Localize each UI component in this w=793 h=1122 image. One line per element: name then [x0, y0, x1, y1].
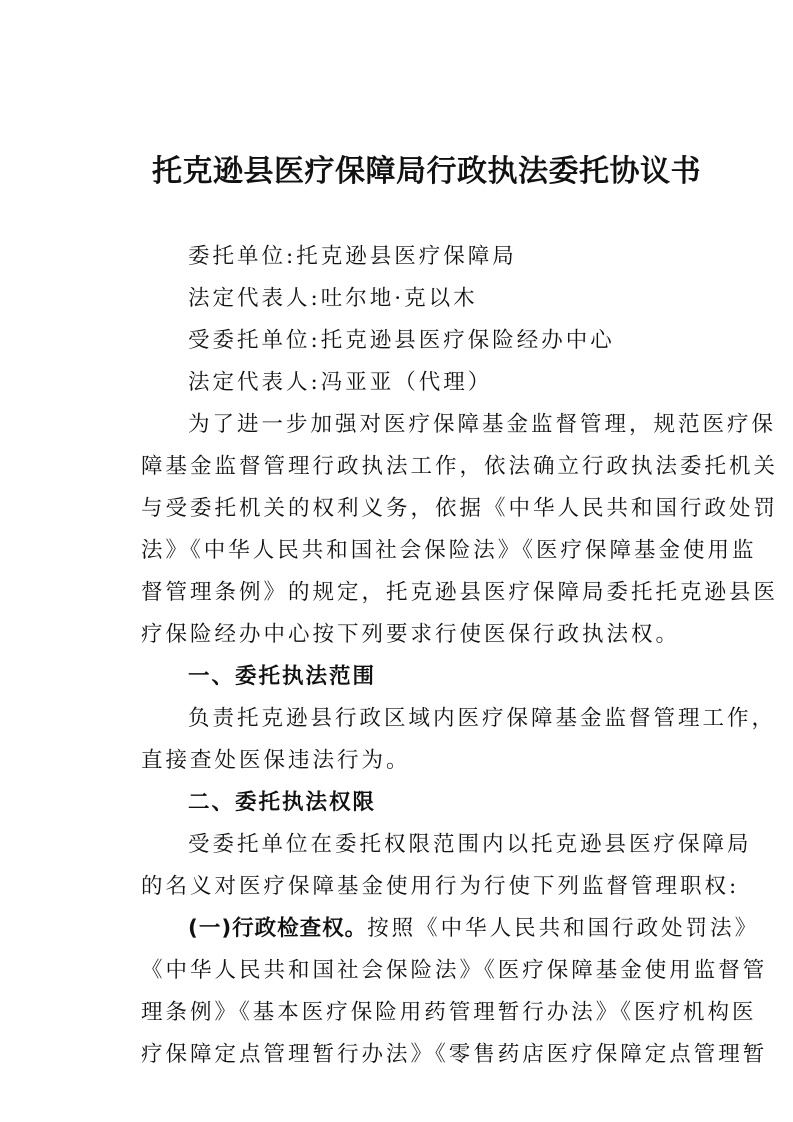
section2-line: 的名义对医疗保障基金使用行为行使下列监督管理职权: [141, 874, 740, 899]
intro-line: 法》《中华人民共和国社会保险法》《医疗保障基金使用监 [141, 538, 757, 563]
intro-line: 疗保险经办中心按下列要求行使医保行政执法权。 [141, 622, 681, 647]
section2-item1-first-line [141, 908, 760, 950]
header-field-entrusted-unit: 受委托单位:托克逊县医疗保险经办中心 [188, 328, 615, 353]
intro-line: 与受委托机关的权利义务，依据《中华人民共和国行政处罚 [141, 496, 779, 521]
section1-heading: 一、委托执法范围 [188, 664, 377, 689]
document-title: 托克逊县医疗保障局行政执法委托协议书 [152, 154, 701, 189]
header-field-legal-rep-1: 法定代表人:吐尔地·克以木 [188, 286, 478, 311]
intro-line: 督管理条例》的规定，托克逊县医疗保障局委托托克逊县医 [141, 580, 779, 605]
intro-line: 障基金监督管理行政执法工作，依法确立行政执法委托机关 [141, 454, 779, 479]
section2-item1-line: 理条例》《基本医疗保险用药管理暂行办法》《医疗机构医 [141, 1000, 757, 1025]
header-field-entrusting-unit: 委托单位:托克逊县医疗保障局 [188, 244, 517, 269]
intro-line: 为了进一步加强对医疗保障基金监督管理，规范医疗保 [188, 412, 777, 437]
header-field-legal-rep-2: 法定代表人:冯亚亚（代理） [188, 370, 493, 395]
section2-item1-line: 疗保障定点管理暂行办法》《零售药店医疗保障定点管理暂 [141, 1042, 768, 1067]
section2-item1-line: 《中华人民共和国社会保险法》《医疗保障基金使用监督管 [141, 958, 768, 983]
document-body [141, 236, 779, 1076]
section2-item1-lead: (一)行政检查权。 [188, 916, 368, 941]
section2-line: 受委托单位在委托权限范围内以托克逊县医疗保障局 [188, 832, 752, 857]
section2-item1-first-line-rest: 按照《中华人民共和国行政处罚法》 [367, 916, 760, 941]
section1-line: 直接查处医保违法行为。 [141, 748, 411, 773]
section1-line: 负责托克逊县行政区域内医疗保障基金监督管理工作， [188, 706, 777, 731]
section2-heading: 二、委托执法权限 [188, 790, 377, 815]
